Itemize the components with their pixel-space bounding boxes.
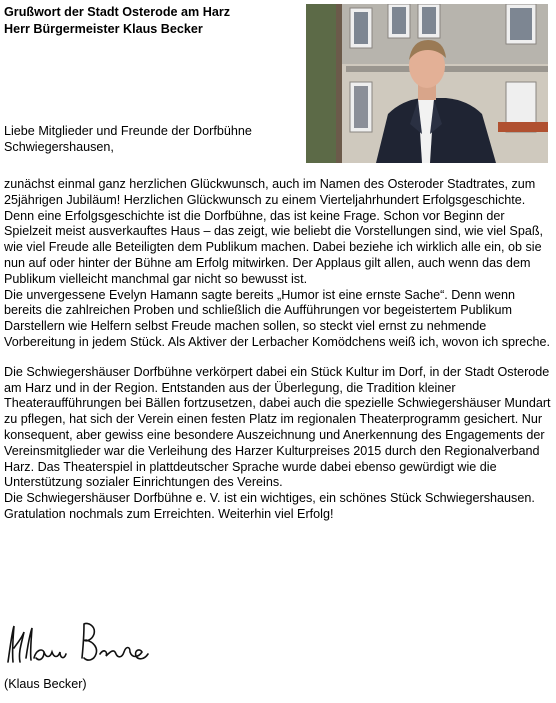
- paragraph-success-story: Denn eine Erfolgsgeschichte ist die Dorfbühne, das ist keine Frage. Schon vor Beginn der Spielzeit meist ausverkauftes Haus – das zeigt, wie beliebt die Vorstellungen sind, wie viel Spaß, wie viel Freude alle Beteiligten dem Publikum machen. Dabei beziehe ich wirklich alle ein, ob sie nun auf oder hinter der Bühne am Erfolg mitwirken. Der Applaus gilt allen, auch wenn das dem Publikum vielleicht manchmal gar nicht so bewusst ist.: [4, 208, 544, 286]
- signature-image: [4, 618, 154, 668]
- paragraph-gap: [4, 351, 552, 365]
- heading-title: Grußwort der Stadt Osterode am Harz: [4, 5, 231, 19]
- letter-body: [4, 177, 552, 523]
- signature-name: (Klaus Becker): [4, 677, 87, 691]
- paragraph-closing-wishes: Die Schwiegershäuser Dorfbühne e. V. ist ein wichtiges, ein schönes Stück Schwiegershausen. Gratulation nochmals zum Erreichten. Weiterhin viel Erfolg!: [4, 491, 535, 521]
- letter-heading: [4, 4, 230, 38]
- portrait-illustration: [306, 4, 548, 163]
- paragraph-congratulations: zunächst einmal ganz herzlichen Glückwunsch, auch im Namen des Osteroder Stadtrates, zum 25jährigen Jubiläum! Herzlichen Glückwunsch zu einem Vierteljahrhundert Erfolgsgeschichte.: [4, 177, 536, 207]
- heading-subtitle: Herr Bürgermeister Klaus Becker: [4, 22, 203, 36]
- paragraph-humor-quote: Die unvergessene Evelyn Hamann sagte bereits „Humor ist eine ernste Sache“. Denn wenn bereits die zahlreichen Proben und schließlich die Aufführungen vor begeistertem Publikum Darstellern wie Helfern selbst Freude machen sollen, so steckt viel ernst zu nehmende Vorbereitung in jedem Stück. Als Aktiver der Lerbacher Komödchens weiß ich, wovon ich spreche.: [4, 287, 551, 349]
- handwritten-signature: [4, 618, 154, 668]
- paragraph-culture: Die Schwiegershäuser Dorfbühne verkörpert dabei ein Stück Kultur im Dorf, in der Stadt Osterode am Harz und in der Region. Entstanden aus der Überlegung, die Tradition kleiner Theateraufführungen bei Bällen fortzusetzen, dabei auch die spezielle Schwiegershäuser Mundart zu pflegen, hat sich der Verein einen festen Platz im regionalen Theaterprogramm gesichert. Nur konsequent, aber gewiss eine besondere Auszeichnung und Anerkennung des Engagements der Vereinsmitglieder war die Verleihung des Harzer Kulturpreises 2015 durch den Regionalverband Harz. Das Theaterspiel in plattdeutscher Sprache wurde dabei ebenso gewürdigt wie die Unterstützung sozialer Einrichtungen des Vereins.: [4, 364, 551, 490]
- salutation: Liebe Mitglieder und Freunde der Dorfbühne Schwiegershausen,: [4, 124, 252, 154]
- mayor-portrait-photo: [306, 4, 548, 163]
